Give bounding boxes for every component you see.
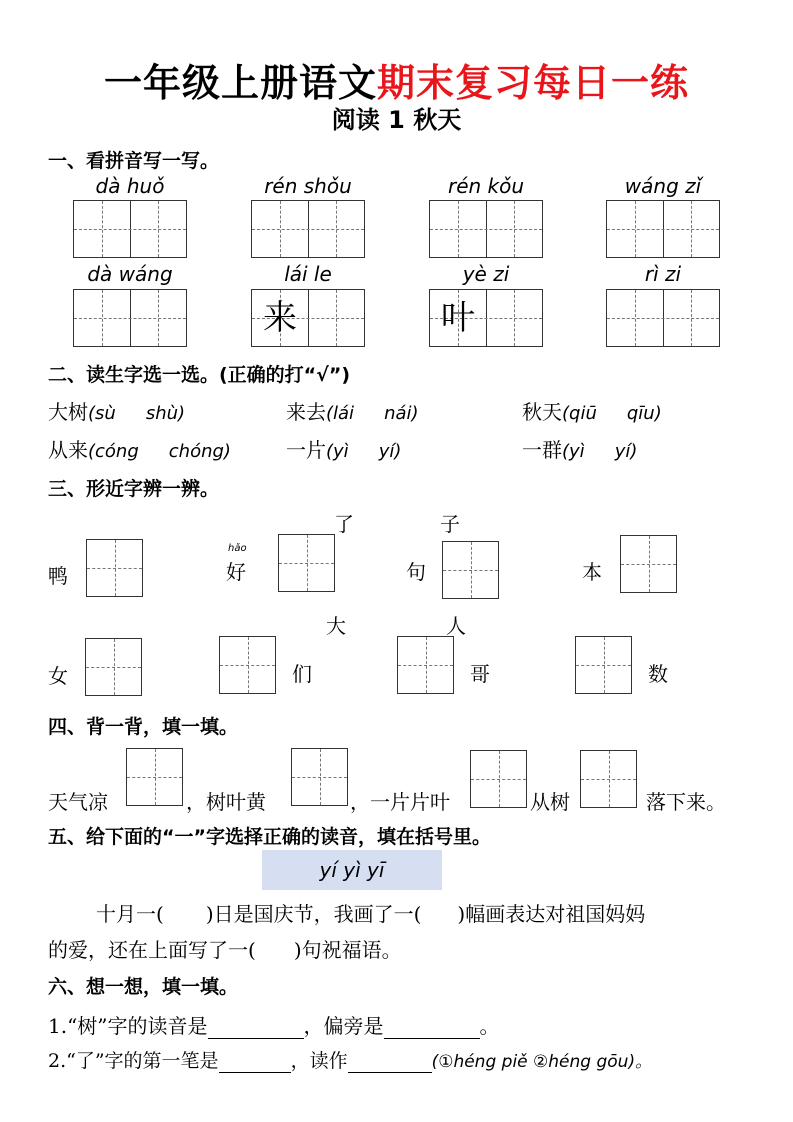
pinyin-label: wáng zǐ — [624, 174, 702, 198]
choose-option-2[interactable]: yí) — [614, 441, 638, 462]
section-3-heading: 三、形近字辨一辨。 — [48, 478, 220, 500]
similar-char-hao: 好 — [226, 560, 246, 584]
yi-line2-part-b: )句祝福语。 — [293, 938, 402, 962]
recite-box-4[interactable] — [580, 750, 637, 808]
section-2-heading: 二、读生字选一选。(正确的打“√”) — [48, 364, 351, 386]
similar-char-ben: 本 — [582, 560, 602, 584]
similar-box-4[interactable] — [620, 535, 677, 593]
choose-option-2[interactable]: shù) — [145, 403, 186, 424]
writing-grid[interactable] — [429, 289, 543, 347]
yi-line-2 — [48, 934, 402, 963]
similar-box-1[interactable] — [86, 539, 143, 597]
yi-line1-part-c: )幅画表达对祖国妈妈 — [457, 902, 646, 926]
think-q1-part-a: 1.“树”字的读音是 — [48, 1014, 208, 1038]
similar-mid-label-1: 大 — [326, 614, 346, 638]
think-q1-blank-2[interactable] — [384, 1018, 480, 1039]
pinyin-label: dà wáng — [87, 262, 173, 286]
page-title — [0, 52, 793, 107]
choose-word: 来去 — [286, 400, 326, 424]
choose-word: 从来 — [48, 438, 88, 462]
choose-item — [286, 434, 401, 463]
yi-options: yí yì yī — [319, 858, 385, 882]
recite-box-1[interactable] — [126, 748, 183, 806]
similar-char-men: 们 — [292, 662, 312, 686]
pinyin-label: lái le — [284, 262, 332, 286]
similar-box-3[interactable] — [442, 541, 499, 599]
section-1-heading: 一、看拼音写一写。 — [48, 150, 220, 172]
think-q1-blank-1[interactable] — [208, 1018, 304, 1039]
writing-grid[interactable] — [251, 200, 365, 258]
similar-char-nv: 女 — [48, 664, 68, 688]
writing-grid[interactable] — [429, 200, 543, 258]
pinyin-label: rì zi — [644, 262, 682, 286]
grid-filled-char: 来 — [263, 298, 297, 338]
similar-box-6[interactable] — [219, 636, 276, 694]
think-q1-part-c: 。 — [479, 1014, 500, 1038]
similar-char-ya: 鸭 — [48, 564, 68, 588]
pinyin-label: rén shǒu — [264, 174, 352, 198]
recite-box-2[interactable] — [291, 748, 348, 806]
yi-line2-part-a: 的爱，还在上面写了一( — [48, 938, 256, 962]
writing-grid[interactable] — [251, 289, 365, 347]
page-subtitle: 阅读 1 秋天 — [331, 106, 462, 134]
pinyin-label: yè zi — [462, 262, 510, 286]
choose-option-2[interactable]: yí) — [378, 441, 402, 462]
yi-line1-part-a: 十月一( — [96, 902, 164, 926]
choose-option-2[interactable]: chóng) — [168, 441, 231, 462]
choose-option-1[interactable]: (cóng — [88, 441, 139, 462]
choose-word: 大树 — [48, 400, 88, 424]
choose-option-2[interactable]: nái) — [384, 403, 419, 424]
title-black: 一年级上册语文 — [103, 61, 377, 105]
think-q2-part-a: 2.“了”字的第一笔是 — [48, 1050, 219, 1072]
choose-item — [48, 396, 185, 425]
choose-word: 一片 — [286, 438, 326, 462]
choose-item — [48, 434, 231, 463]
choose-option-1[interactable]: (lái — [326, 403, 355, 424]
similar-char-ge: 哥 — [470, 662, 490, 686]
choose-option-1[interactable]: (qiū — [562, 403, 597, 424]
similar-char-ju: 句 — [406, 560, 426, 584]
think-q2-part-c: (①héng piě ②héng gōu)。 — [431, 1052, 653, 1072]
choose-option-2[interactable]: qīu) — [626, 403, 662, 424]
writing-grid[interactable] — [606, 289, 720, 347]
similar-char-shu: 数 — [648, 662, 668, 686]
similar-box-8[interactable] — [575, 636, 632, 694]
similar-box-2[interactable] — [278, 534, 335, 592]
choose-option-1[interactable]: (sù — [88, 403, 116, 424]
recite-text-4: 从树 — [530, 790, 570, 814]
think-q2-blank-1[interactable] — [219, 1052, 291, 1073]
think-q1 — [48, 1010, 500, 1039]
recite-text-2: ，树叶黄 — [186, 790, 266, 814]
similar-box-5[interactable] — [85, 638, 142, 696]
writing-grid[interactable] — [73, 200, 187, 258]
choose-option-1[interactable]: (yì — [562, 441, 585, 462]
writing-grid[interactable] — [73, 289, 187, 347]
similar-mid-label-2: 人 — [446, 614, 466, 638]
choose-word: 秋天 — [522, 400, 562, 424]
think-q1-part-b: ，偏旁是 — [303, 1014, 384, 1038]
title-red: 期末复习每日一练 — [377, 61, 690, 105]
similar-box-7[interactable] — [397, 636, 454, 694]
section-5-heading: 五、给下面的“一”字选择正确的读音，填在括号里。 — [48, 826, 491, 848]
grid-filled-char: 叶 — [441, 298, 475, 338]
similar-top-label-2: 子 — [440, 512, 460, 536]
recite-text-3: ，一片片叶 — [350, 790, 450, 814]
pinyin-label: dà huǒ — [95, 174, 165, 198]
recite-text-5: 落下来。 — [646, 790, 726, 814]
writing-grid[interactable] — [606, 200, 720, 258]
pinyin-label: rén kǒu — [447, 174, 525, 198]
yi-line-1 — [96, 898, 645, 927]
choose-item — [522, 396, 662, 425]
similar-top-label-1: 了 — [334, 512, 354, 536]
recite-box-3[interactable] — [470, 750, 527, 808]
section-6-heading: 六、想一想，填一填。 — [48, 976, 239, 998]
think-q2-part-b: ，读作 — [290, 1050, 348, 1072]
recite-text-1: 天气凉 — [48, 790, 108, 814]
yi-line1-part-b: )日是国庆节，我画了一( — [205, 902, 422, 926]
choose-item — [286, 396, 419, 425]
choose-option-1[interactable]: (yì — [326, 441, 349, 462]
think-q2 — [48, 1046, 652, 1073]
choose-item — [522, 434, 637, 463]
section-4-heading: 四、背一背，填一填。 — [48, 716, 239, 738]
hao-pinyin: hǎo — [228, 543, 247, 554]
choose-word: 一群 — [522, 438, 562, 462]
think-q2-blank-2[interactable] — [348, 1052, 432, 1073]
